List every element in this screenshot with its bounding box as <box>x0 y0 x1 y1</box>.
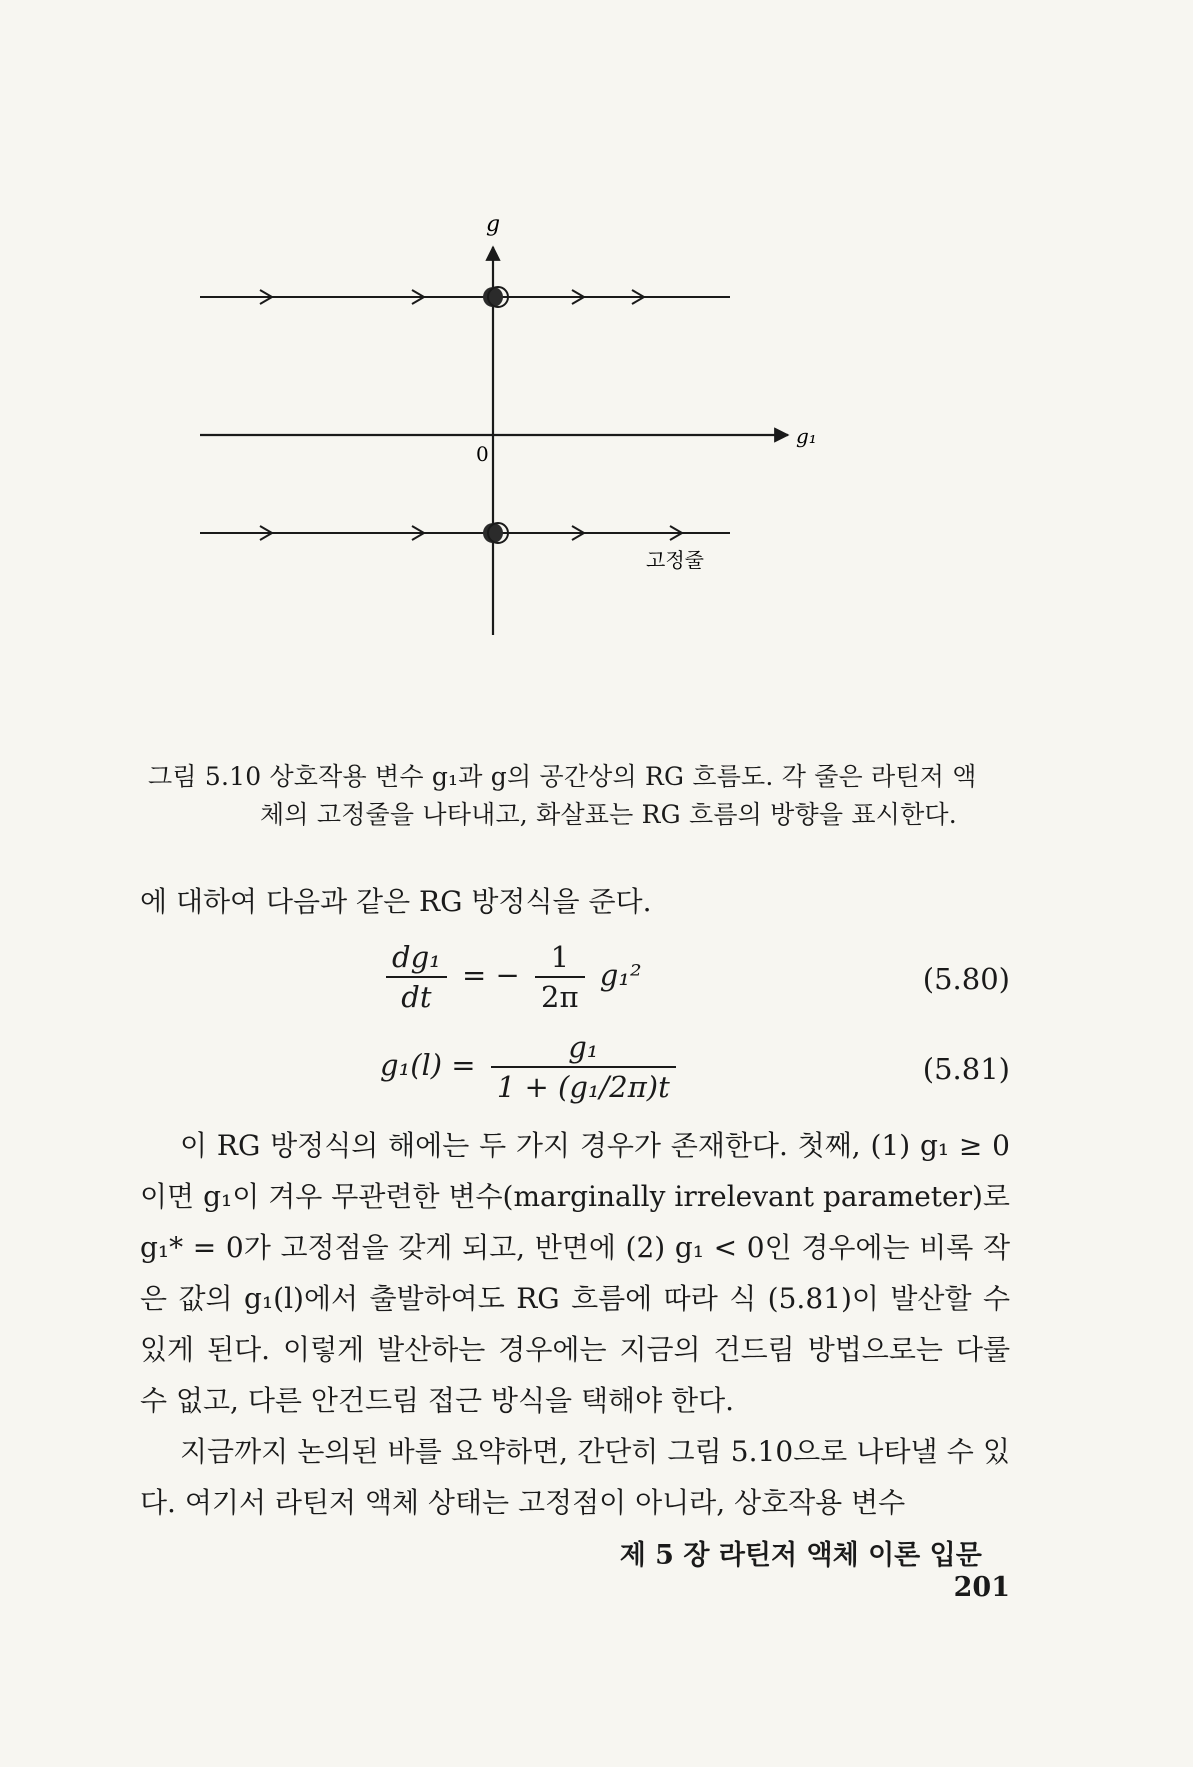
g-axis-label: g <box>486 212 501 237</box>
page-footer <box>560 1533 1010 1603</box>
equation-5-80 <box>380 940 1010 1020</box>
eq1-rhs-den: 2π <box>541 980 579 1014</box>
equation-number: (5.80) <box>922 962 1010 996</box>
intro-text: 에 대하여 다음과 같은 RG 방정식을 준다. <box>140 885 652 918</box>
rg-flow-diagram <box>200 212 920 725</box>
eq1-rhs-tail: g₁² <box>599 958 642 992</box>
chapter-title: 제 5 장 라틴저 액체 이론 입문 <box>619 1540 982 1571</box>
eq2-fraction <box>491 1030 676 1104</box>
eq2-lhs: g₁(l) = <box>380 1048 476 1082</box>
origin-label: 0 <box>476 442 489 466</box>
eq1-lhs-num: dg₁ <box>386 940 447 978</box>
eq1-lhs-den: dt <box>401 980 432 1014</box>
figure-caption <box>148 758 1008 834</box>
equation-number: (5.81) <box>922 1052 1010 1086</box>
page-number: 201 <box>953 1572 1010 1603</box>
eq1-lhs-fraction <box>386 940 447 1014</box>
equation-5-81 <box>380 1030 1010 1110</box>
fixed-point-marker <box>483 523 503 543</box>
eq2-num: g₁ <box>491 1030 676 1068</box>
paragraph: 지금까지 논의된 바를 요약하면, 간단히 그림 5.10으로 나타낼 수 있다. 여기서 라틴저 액체 상태는 고정점이 아니라, 상호작용 변수 <box>140 1435 1010 1519</box>
paragraph: 이 RG 방정식의 해에는 두 가지 경우가 존재한다. 첫째, (1) g₁ ≥ 0이면 g₁이 겨우 무관련한 변수(marginally irrelevant parameter)로 g₁* = 0가 고정점을 갖게 되고, 반면에 (2) g₁ < 0인 경우에는 비록 작은 값의 g₁(l)에서 출발하여도 RG 흐름에 따라 식 (5.81)이 발산할 수 있게 된다. 이렇게 발산하는 경우에는 지금의 건드림 방법으로는 다룰 수 없고, 다른 안건드림 접근 방식을 택해야 한다. <box>140 1129 1010 1417</box>
caption-line-2: 체의 고정줄을 나타내고, 화살표는 RG 흐름의 방향을 표시한다. <box>260 800 957 829</box>
fixed-line-label: 고정줄 <box>646 548 704 572</box>
g1-axis-label: g₁ <box>796 424 817 448</box>
eq1-rhs-fraction <box>535 940 585 1014</box>
body-text <box>140 1120 1010 1528</box>
caption-line-1: 그림 5.10 상호작용 변수 g₁과 g의 공간상의 RG 흐름도. 각 줄은 라틴저 액 <box>148 762 977 791</box>
eq2-den: 1 + (g₁/2π)t <box>496 1070 670 1104</box>
eq1-relation: = − <box>461 958 520 992</box>
eq1-rhs-num: 1 <box>535 940 585 978</box>
fixed-point-marker <box>483 287 503 307</box>
